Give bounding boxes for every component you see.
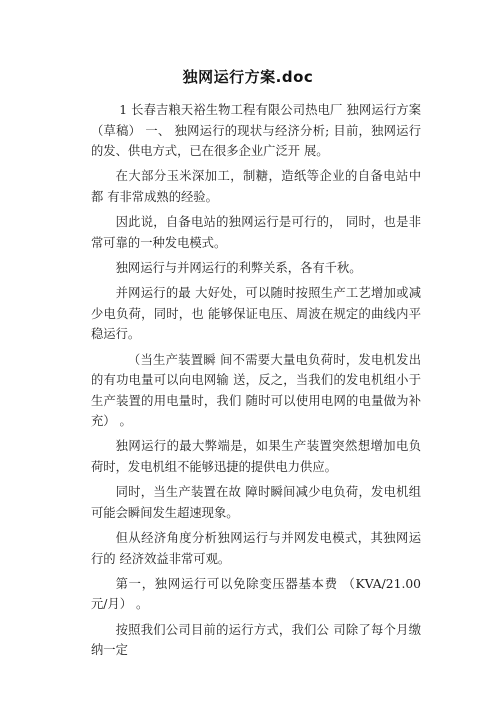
paragraph: 按照我们公司目前的运行方式，我们公 司除了每个月缴纳一定 bbox=[91, 622, 421, 658]
paragraph: （当生产装置瞬 间不需要大量电负荷时，发电机发出的有功电量可以向电网输 送，反之，当我们的发电机组小于生产装置的用电量时，我们 随时可以使用电网的电量做为补充） 。 bbox=[91, 352, 421, 429]
paragraph: 独网运行的最大弊端是，如果生产装置突然想增加电负荷时，发电机组不能够迅捷的提供电力供应。 bbox=[91, 439, 421, 475]
document-body bbox=[91, 100, 421, 665]
paragraph: 并网运行的最 大好处，可以随时按照生产工艺增加或减少电负荷，同时，也 能够保证电压、周波在规定的曲线内平稳运行。 bbox=[91, 286, 421, 342]
paragraph: 同时，当生产装置在故 障时瞬间减少电负荷，发电机组可能会瞬间发生超速现象。 bbox=[91, 485, 421, 520]
document-title: 独网运行方案.doc bbox=[182, 68, 314, 86]
paragraph: 第一，独网运行可以免除变压器基本费 （KVA/21.00 元/月） 。 bbox=[91, 576, 421, 612]
paragraph: 但从经济角度分析独网运行与并网发电模式，其独网运行的 经济效益非常可观。 bbox=[91, 531, 421, 566]
paragraph: 因此说，自备电站的独网运行是可行的， 同时，也是非常可靠的一种发电模式。 bbox=[91, 215, 421, 250]
paragraph: 独网运行与并网运行的利弊关系，各有千秋。 bbox=[115, 260, 362, 275]
paragraph: 1 长春吉粮天裕生物工程有限公司热电厂 独网运行方案（草稿） 一、 独网运行的现状与经济分析; 目前，独网运行的发、供电方式，已在很多企业广泛开 展。 bbox=[91, 103, 421, 159]
paragraph: 在大部分玉米深加工，制糖，造纸等企业的自备电站中都 有非常成熟的经验。 bbox=[91, 169, 421, 204]
